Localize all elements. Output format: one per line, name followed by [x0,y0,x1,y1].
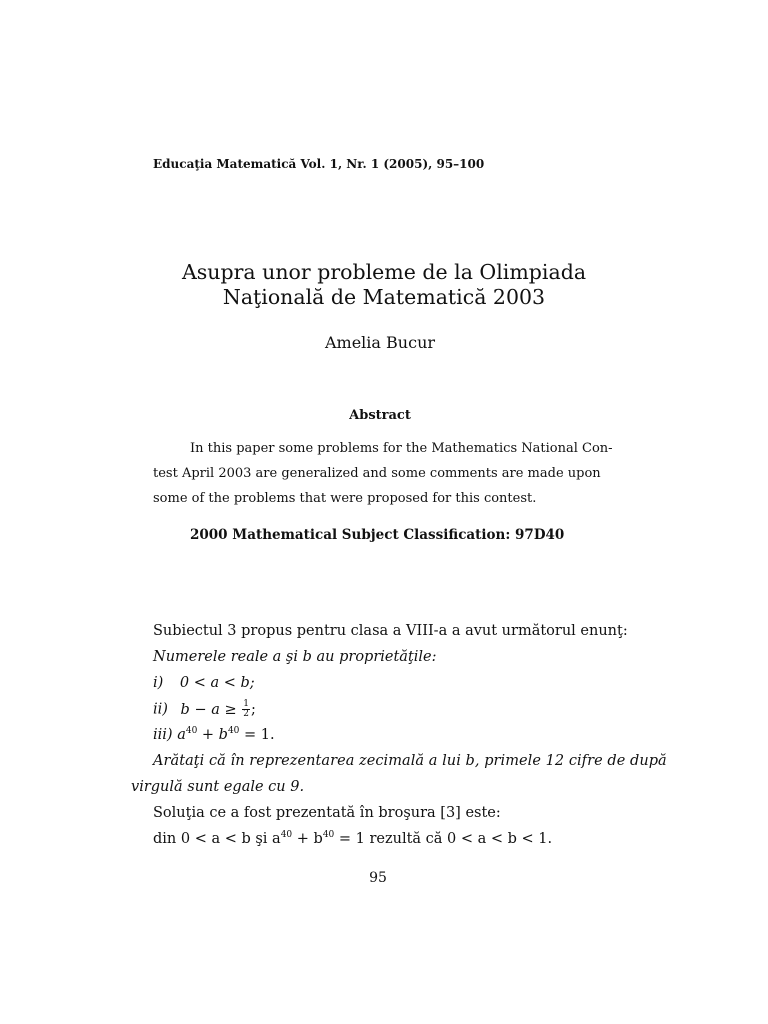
abstract-line: In this paper some problems for the Mathematics National Con- [190,441,613,456]
math-expr: = 1. [239,727,275,743]
fraction-numerator: 1 [243,699,249,709]
problem-task-line-1: Arătaţi că în reprezentarea zecimală a lui b, primele 12 cifre de după [153,753,667,769]
abstract-line: test April 2003 are generalized and some comments are made upon [153,466,601,481]
paper-title-line-2: Naţională de Matematică 2003 [222,285,546,309]
subject-classification: 2000 Mathematical Subject Classification: 97D40 [190,527,565,543]
math-expr: din 0 < a < b şi a [153,831,281,847]
abstract-heading: Abstract [349,408,411,423]
condition-label: iii) [153,727,173,743]
exponent: 40 [280,830,293,841]
fraction [242,700,250,719]
math-expr: + b [197,727,228,743]
problem-statement: Numerele reale a şi b au proprietăţile: [153,649,437,665]
abstract-line: some of the problems that were proposed for this contest. [153,491,537,506]
exponent: 40 [322,830,335,841]
condition-1 [153,675,255,691]
author-name: Amelia Bucur [324,333,436,352]
condition-punct: ; [250,701,256,718]
condition-label: i) [153,675,164,691]
condition-label: ii) [153,701,168,718]
exponent: 40 [185,726,198,737]
condition-text: 0 < a < b; [179,675,255,691]
problem-task-line-2: virgulă sunt egale cu 9. [131,779,305,795]
solution-intro: Soluţia ce a fost prezentată în broşura [3] este: [153,805,501,821]
journal-citation: Educaţia Matematică Vol. 1, Nr. 1 (2005), 95–100 [153,157,485,171]
exponent: 40 [227,726,240,737]
page-number: 95 [369,870,387,886]
fraction-denominator: 2 [243,709,249,719]
solution-line [153,831,552,847]
math-expr: + b [292,831,323,847]
condition-3 [153,727,275,743]
math-var: a [177,727,186,743]
math-expr: = 1 rezultă că 0 < a < b < 1. [334,831,553,847]
condition-2 [153,700,256,719]
body-paragraph: Subiectul 3 propus pentru clasa a VIII-a a avut următorul enunţ: [153,623,628,639]
paper-title-line-1: Asupra unor probleme de la Olimpiada [181,260,587,284]
condition-text: b − a ≥ [180,701,237,718]
